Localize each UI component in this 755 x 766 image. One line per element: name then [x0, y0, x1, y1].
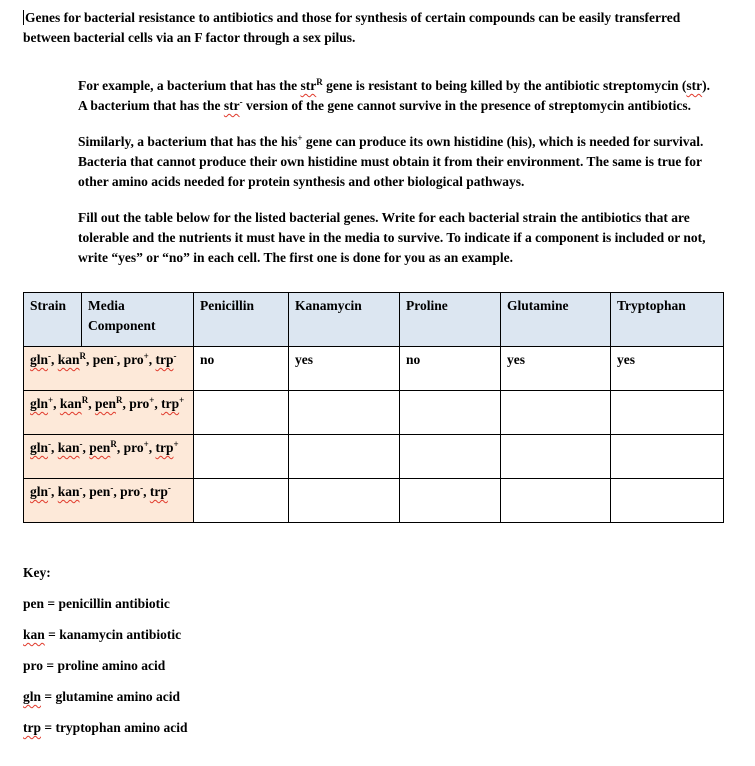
table-row-2 [24, 391, 724, 435]
example-paragraph: For example, a bacterium that has the str$^R$ gene is resistant to being killed by the antibiotic streptomycin (str). A bacterium that has the str- version of the gene cannot survive in the presence of streptomycin antibiotics. [78, 77, 710, 113]
strain-cell-3: gln-, kan-, pen$^R$, pro+, trp+ [24, 435, 194, 479]
table-row-1 [24, 347, 724, 391]
strain-cell-2: gln+, kan$^R$, pen$^R$, pro+, trp+ [24, 391, 194, 435]
col-header-kanamycin: Kanamycin [289, 293, 400, 347]
key-item-pro: pro = proline amino acid [23, 658, 166, 673]
text-cursor [23, 10, 24, 25]
answer-cell-1-proline[interactable]: no [400, 347, 501, 391]
key-title: Key: [23, 565, 51, 580]
answer-cell-4-penicillin[interactable] [194, 479, 289, 523]
col-header-strain: Strain [24, 293, 82, 347]
key-item-pen: pen = penicillin antibiotic [23, 596, 170, 611]
table-row-4 [24, 479, 724, 523]
col-header-penicillin: Penicillin [194, 293, 289, 347]
answer-cell-4-proline[interactable] [400, 479, 501, 523]
answer-cell-4-tryptophan[interactable] [611, 479, 724, 523]
intro-text: Genes for bacterial resistance to antibiotics and those for synthesis of certain compounds can be easily transferred between bacterial cells via an F factor through a sex pilus. [23, 10, 681, 45]
col-header-proline: Proline [400, 293, 501, 347]
col-header-media-component: Media Component [82, 293, 194, 347]
answer-cell-2-glutamine[interactable] [501, 391, 611, 435]
key-section [23, 563, 721, 737]
col-header-tryptophan: Tryptophan [611, 293, 724, 347]
answer-cell-1-penicillin[interactable]: no [194, 347, 289, 391]
instructions-paragraph: Fill out the table below for the listed bacterial genes. Write for each bacterial strain the antibiotics that are tolerable and the nutrients it must have in the media to survive. To indicate if a component is included or not, write “yes” or “no” in each cell. The first one is done for you as an example. [78, 210, 706, 265]
key-item-gln: gln = glutamine amino acid [23, 689, 180, 704]
strain-table [23, 292, 724, 523]
answer-cell-3-glutamine[interactable] [501, 435, 611, 479]
answer-cell-2-kanamycin[interactable] [289, 391, 400, 435]
answer-cell-1-tryptophan[interactable]: yes [611, 347, 724, 391]
intro-paragraph [23, 8, 721, 48]
answer-cell-1-glutamine[interactable]: yes [501, 347, 611, 391]
answer-cell-4-kanamycin[interactable] [289, 479, 400, 523]
key-item-kan: kan = kanamycin antibiotic [23, 627, 182, 642]
answer-cell-2-penicillin[interactable] [194, 391, 289, 435]
key-item-trp: trp = tryptophan amino acid [23, 720, 188, 735]
col-header-glutamine: Glutamine [501, 293, 611, 347]
answer-cell-3-tryptophan[interactable] [611, 435, 724, 479]
strain-cell-4: gln-, kan-, pen-, pro-, trp- [24, 479, 194, 523]
answer-cell-3-penicillin[interactable] [194, 435, 289, 479]
answer-cell-3-proline[interactable] [400, 435, 501, 479]
answer-cell-1-kanamycin[interactable]: yes [289, 347, 400, 391]
answer-cell-2-tryptophan[interactable] [611, 391, 724, 435]
table-header-row [24, 293, 724, 347]
answer-cell-4-glutamine[interactable] [501, 479, 611, 523]
strain-cell-1: gln-, kan$^R$, pen-, pro+, trp- [24, 347, 194, 391]
answer-cell-2-proline[interactable] [400, 391, 501, 435]
answer-cell-3-kanamycin[interactable] [289, 435, 400, 479]
histidine-paragraph: Similarly, a bacterium that has the his+ gene can produce its own histidine (his), which is needed for survival. Bacteria that cannot produce their own histidine must obtain it from their environment. The same is true for other amino acids needed for protein synthesis and other biological pathways. [78, 133, 704, 189]
table-row-3 [24, 435, 724, 479]
